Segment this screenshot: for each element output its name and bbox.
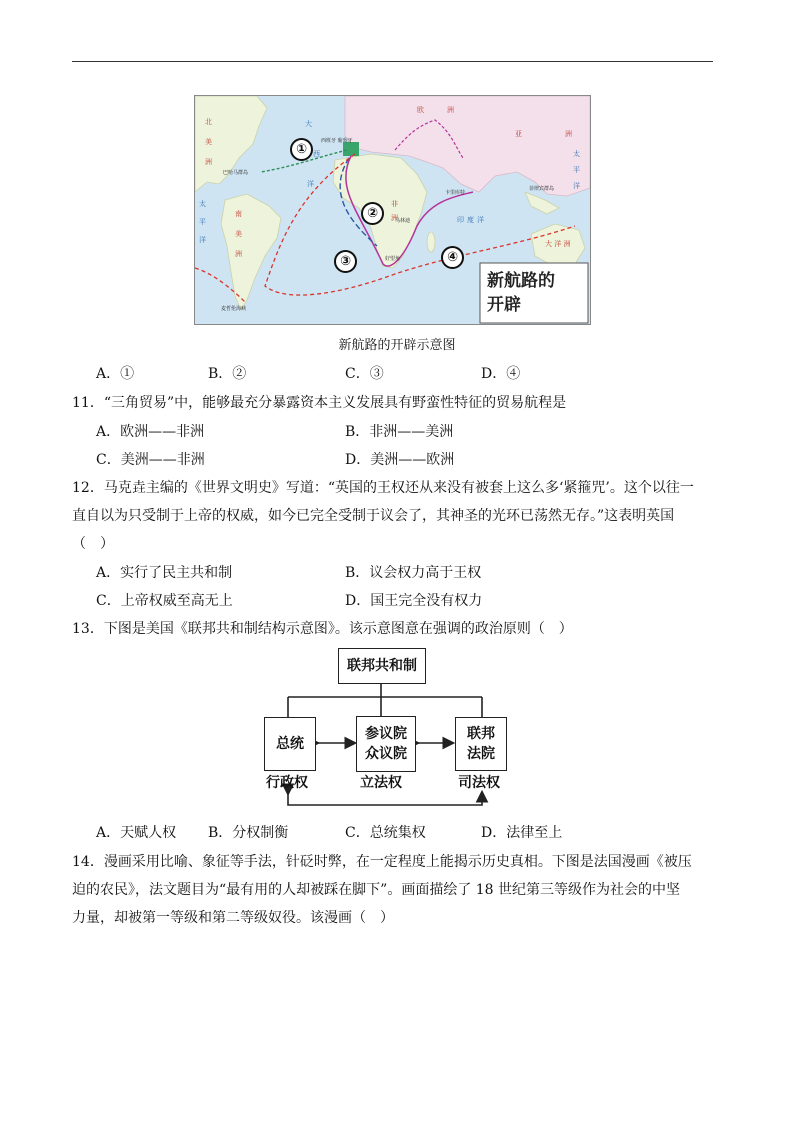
iberia-highlight [343, 142, 359, 156]
q10-option-c[interactable]: C．③ [345, 366, 384, 382]
label-ind-2: 度 [467, 216, 474, 224]
label-pac-l-2: 平 [199, 218, 206, 226]
map-title-line2: 开辟 [487, 295, 521, 315]
label-bahamas: 巴哈马群岛 [223, 170, 249, 176]
map-canvas [195, 96, 590, 324]
q13-option-d[interactable]: D．法律至上 [481, 825, 563, 841]
label-sa-1: 南 [235, 210, 242, 218]
q13-option-b[interactable]: B．分权制衡 [208, 825, 289, 841]
q11-stem: 11．“三角贸易”中，能够最充分暴露资本主义发展具有野蛮性特征的贸易航程是 [72, 395, 567, 411]
label-atl-1: 大 [305, 120, 312, 128]
label-ind-1: 印 [457, 216, 464, 224]
label-pac-r-1: 太 [573, 150, 580, 158]
label-philippines: 菲律宾群岛 [529, 186, 555, 192]
label-na-1: 北 [205, 118, 212, 126]
q12-option-b[interactable]: B．议会权力高于王权 [345, 565, 482, 581]
diagram-label-judicial: 司法权 [458, 775, 500, 791]
route-marker-2: ② [361, 202, 384, 225]
label-oceania: 大 洋 洲 [545, 240, 571, 248]
route-marker-1: ① [290, 138, 313, 161]
q12-stem-line1: 12．马克垚主编的《世界文明史》写道：“英国的王权还从来没有被套上这么多‘紧箍咒’。这个以往一 [72, 480, 694, 496]
q10-option-b[interactable]: B．② [208, 366, 247, 382]
q11-option-c[interactable]: C．美洲——非洲 [96, 452, 205, 468]
label-spain-portugal: 西班牙 葡萄牙 [321, 138, 353, 144]
label-eu-1: 欧 [417, 106, 424, 114]
arrow-exec-judicial [288, 793, 482, 805]
diagram-congress-box [356, 716, 416, 772]
label-pac-r-3: 洋 [573, 182, 580, 190]
map-title-line1: 新航路的 [487, 271, 555, 291]
label-malindi: 马林迪 [395, 218, 411, 224]
q14-line1: 14．漫画采用比喻、象征等手法，针砭时弊，在一定程度上能揭示历史真相。下图是法国漫画《被压 [72, 854, 692, 870]
diagram-court-box [455, 717, 507, 771]
diagram-court-line1: 联邦 [467, 726, 495, 742]
q12-option-a[interactable]: A．实行了民主共和制 [96, 565, 233, 581]
q12-stem-line2: 直自以为只受制于上帝的权威，如今已完全受制于议会了，其神圣的光环已荡然无存。”这表明英国 [72, 508, 675, 524]
label-af-2: 洲 [391, 214, 398, 222]
label-atl-2: 西 [313, 150, 320, 158]
label-atl-3: 洋 [307, 180, 314, 188]
label-pac-l-1: 太 [199, 200, 206, 208]
diagram-president-box: 总统 [264, 717, 316, 771]
route-marker-3: ③ [334, 250, 357, 273]
q11-option-d[interactable]: D．美洲——欧洲 [345, 452, 455, 468]
new-routes-map [194, 95, 591, 325]
diagram-label-legislative: 立法权 [360, 775, 402, 791]
label-calicut: 卡里库特 [445, 190, 466, 196]
diagram-senate-label: 参议院 [365, 726, 407, 742]
diagram-top-box: 联邦共和制 [338, 648, 426, 684]
label-as-1: 亚 [515, 130, 522, 138]
label-na-2: 美 [205, 138, 212, 146]
q13-option-a[interactable]: A．天赋人权 [96, 825, 177, 841]
label-good-hope: 好望角 [385, 256, 401, 262]
label-na-3: 洲 [205, 158, 212, 166]
q13-option-c[interactable]: C．总统集权 [345, 825, 426, 841]
label-pac-l-3: 洋 [199, 236, 206, 244]
q10-option-a[interactable]: A．① [96, 366, 135, 382]
q14-line2: 迫的农民》，法文题目为“最有用的人却被踩在脚下”。画面描绘了 18 世纪第三等级作为社会的中坚 [72, 882, 681, 898]
q12-option-d[interactable]: D．国王完全没有权力 [345, 593, 483, 609]
label-sa-3: 洲 [235, 250, 242, 258]
label-sa-2: 美 [235, 230, 242, 238]
label-magellan-strait: 麦哲伦海峡 [221, 306, 247, 312]
q12-option-c[interactable]: C．上帝权威至高无上 [96, 593, 233, 609]
q11-option-a[interactable]: A．欧洲——非洲 [96, 424, 205, 440]
route-marker-4: ④ [441, 246, 464, 269]
q14-line3: 力量，却被第一等级和第二等级奴役。该漫画（ ） [72, 910, 394, 926]
label-eu-2: 洲 [447, 106, 454, 114]
label-as-2: 洲 [565, 130, 572, 138]
diagram-house-label: 众议院 [365, 746, 407, 762]
q12-stem-line3: （ ） [72, 536, 114, 552]
label-ind-3: 洋 [477, 216, 484, 224]
label-af-1: 非 [391, 200, 398, 208]
q10-option-d[interactable]: D．④ [481, 366, 521, 382]
map-caption: 新航路的开辟示意图 [338, 338, 456, 353]
madagascar-land [427, 232, 435, 252]
federal-structure-diagram [262, 645, 512, 825]
header-rule [72, 61, 713, 62]
q13-stem: 13．下图是美国《联邦共和制结构示意图》。该示意图意在强调的政治原则（ ） [72, 621, 573, 637]
diagram-label-executive: 行政权 [266, 775, 308, 791]
label-pac-r-2: 平 [573, 166, 580, 174]
q11-option-b[interactable]: B．非洲——美洲 [345, 424, 454, 440]
diagram-court-line2: 法院 [467, 746, 495, 762]
